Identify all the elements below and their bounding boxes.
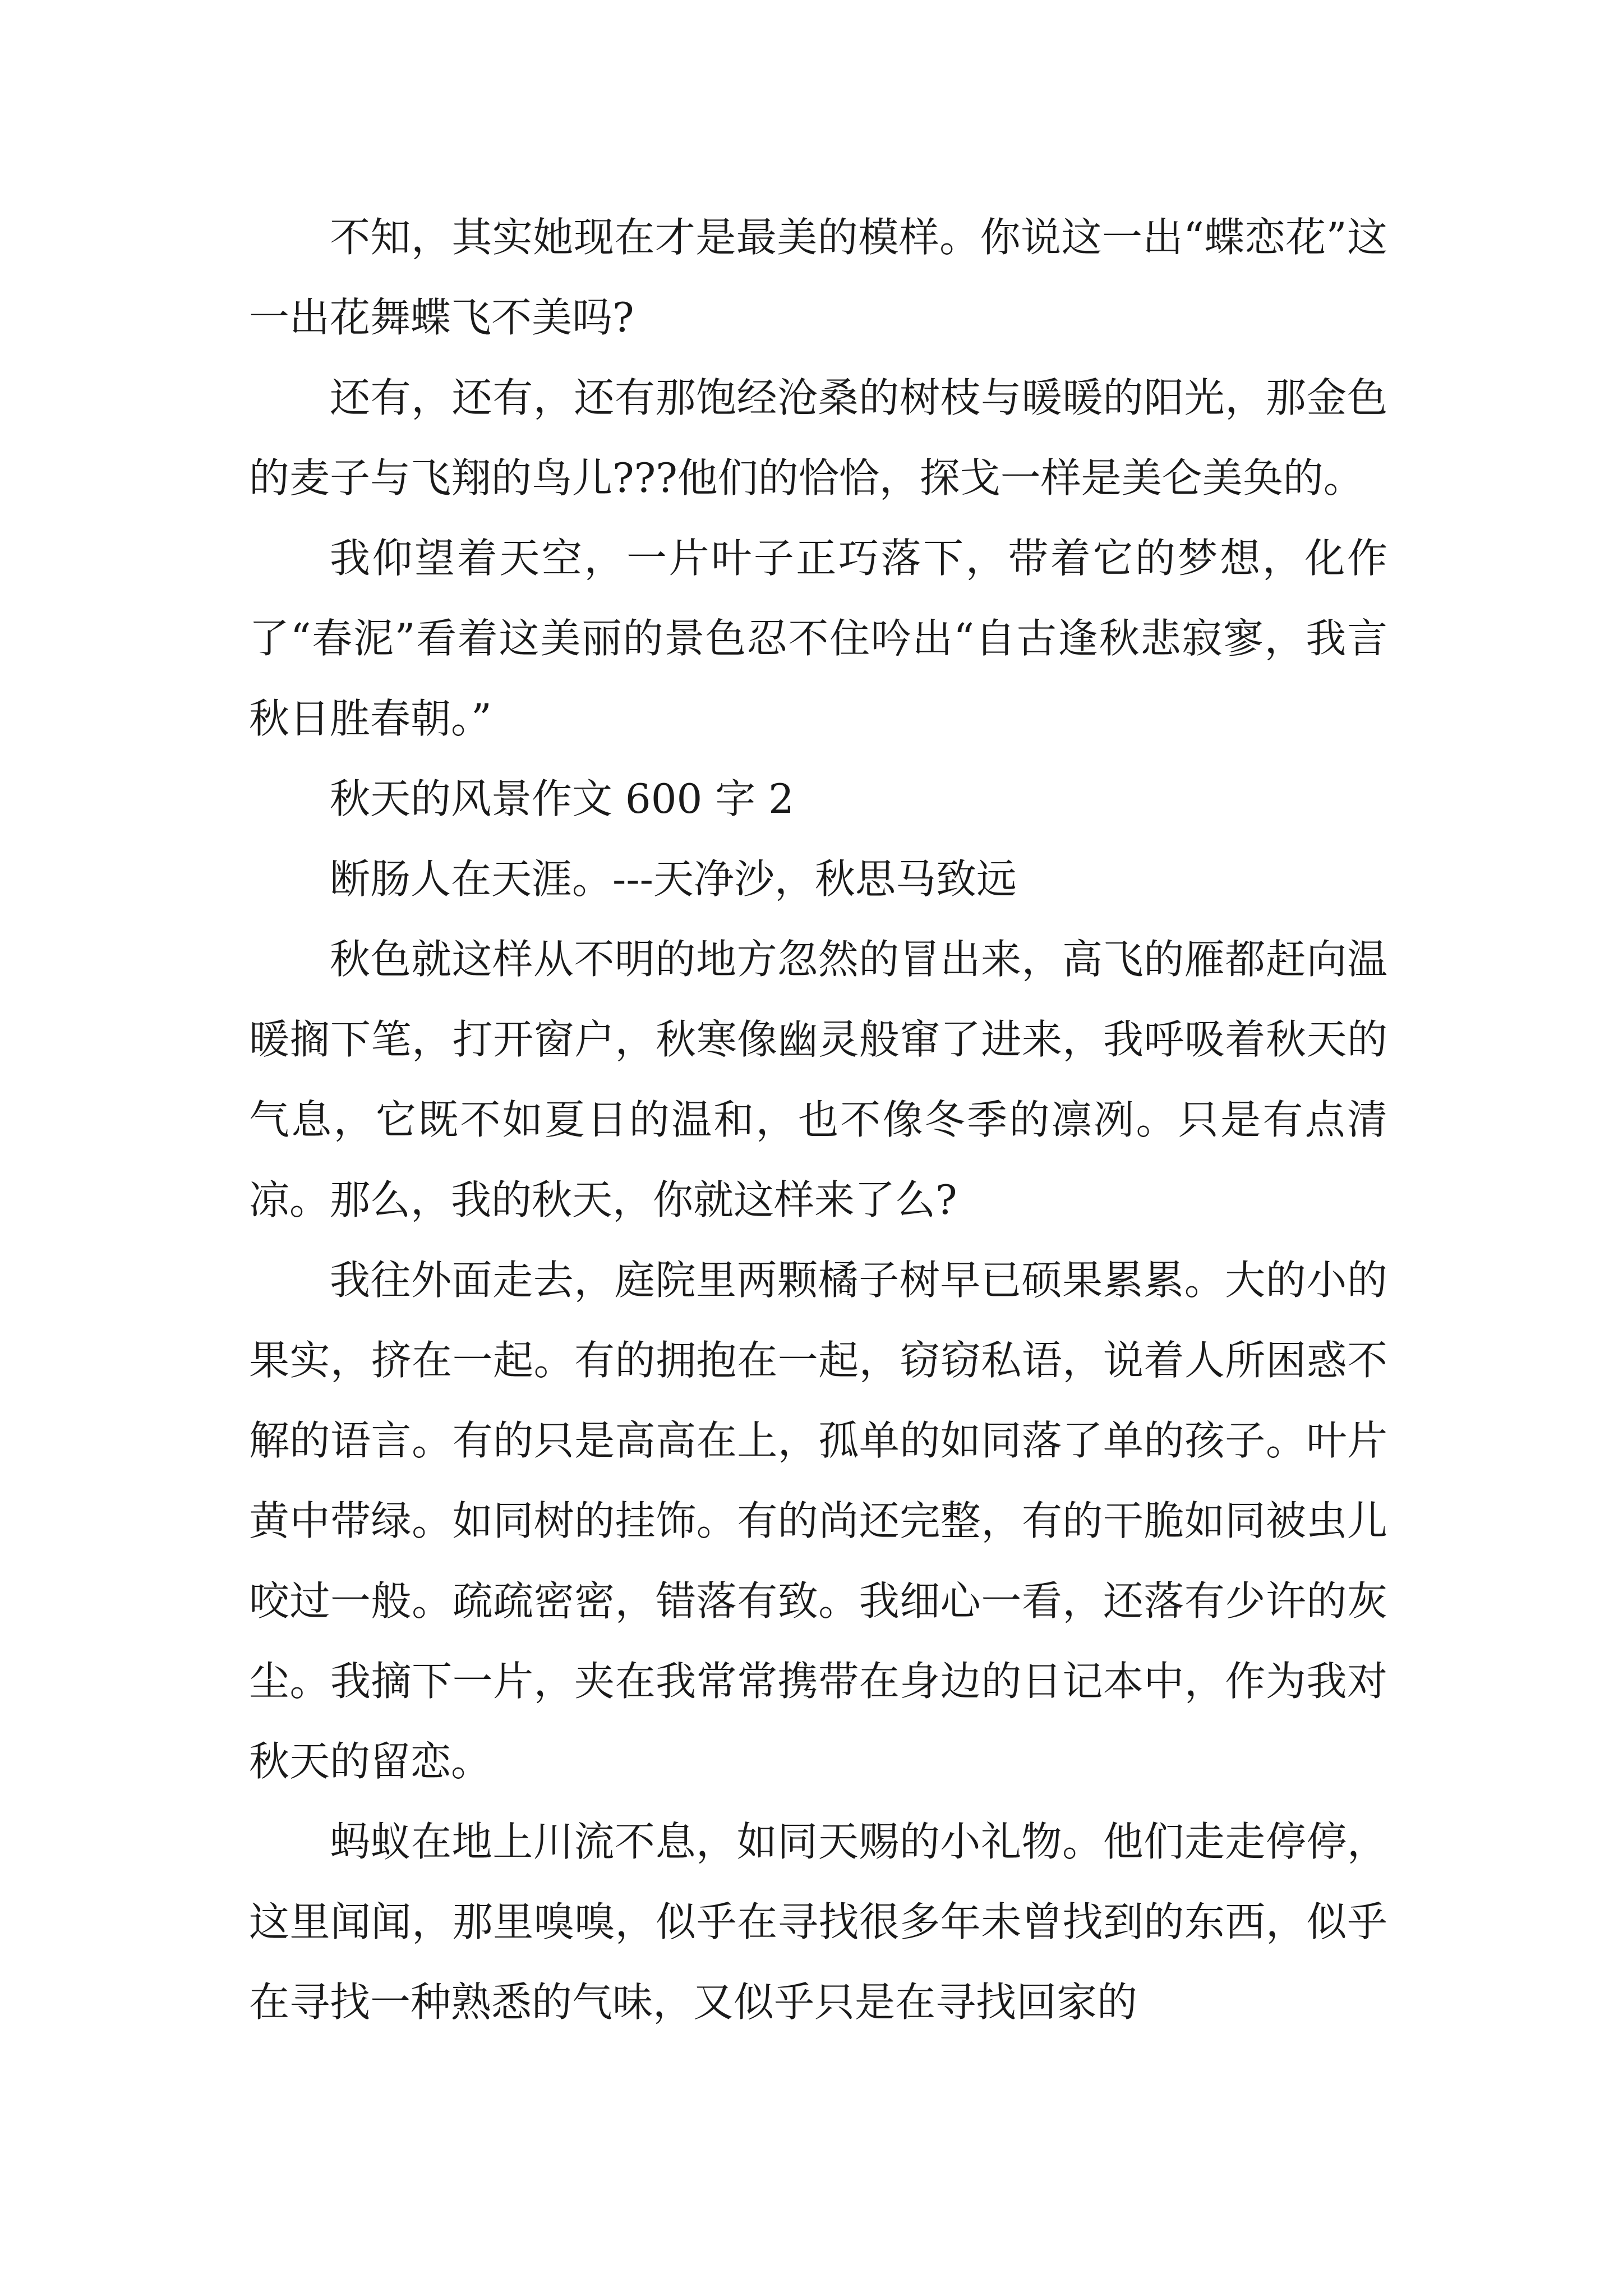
paragraph: 还有，还有，还有那饱经沧桑的树枝与暖暖的阳光，那金色的麦子与飞翔的鸟儿???他们的恰恰，探戈一样是美仑美奂的。 [249,374,1387,501]
paragraph: 我仰望着天空，一片叶子正巧落下，带着它的梦想，化作了“春泥”看着这美丽的景色忍不住吟出“自古逢秋悲寂寥，我言秋日胜春朝。” [249,535,1387,742]
essay-body [249,197,1387,2042]
paragraph: 不知，其实她现在才是最美的模样。你说这一出“蝶恋花”这一出花舞蝶飞不美吗? [249,214,1387,341]
paragraph: 秋色就这样从不明的地方忽然的冒出来，高飞的雁都赶向温暖搁下笔，打开窗户，秋寒像幽灵般窜了进来，我呼吸着秋天的气息，它既不如夏日的温和，也不像冬季的凛冽。只是有点清凉。那么，我的秋天，你就这样来了么? [249,936,1387,1223]
section-heading: 秋天的风景作文 600 字 2 [330,775,794,822]
paragraph: 蚂蚁在地上川流不息，如同天赐的小礼物。他们走走停停，这里闻闻，那里嗅嗅，似乎在寻找很多年未曾找到的东西，似乎在寻找一种熟悉的气味，又似乎只是在寻找回家的 [249,1818,1387,2026]
paragraph: 断肠人在天涯。---天净沙，秋思马致远 [330,855,1017,903]
paragraph: 我往外面走去，庭院里两颗橘子树早已硕果累累。大的小的果实，挤在一起。有的拥抱在一起，窃窃私语，说着人所困惑不解的语言。有的只是高高在上，孤单的如同落了单的孩子。叶片黄中带绿。如同树的挂饰。有的尚还完整，有的干脆如同被虫儿咬过一般。疏疏密密，错落有致。我细心一看，还落有少许的灰尘。我摘下一片，夹在我常常携带在身边的日记本中，作为我对秋天的留恋。 [249,1257,1387,1785]
